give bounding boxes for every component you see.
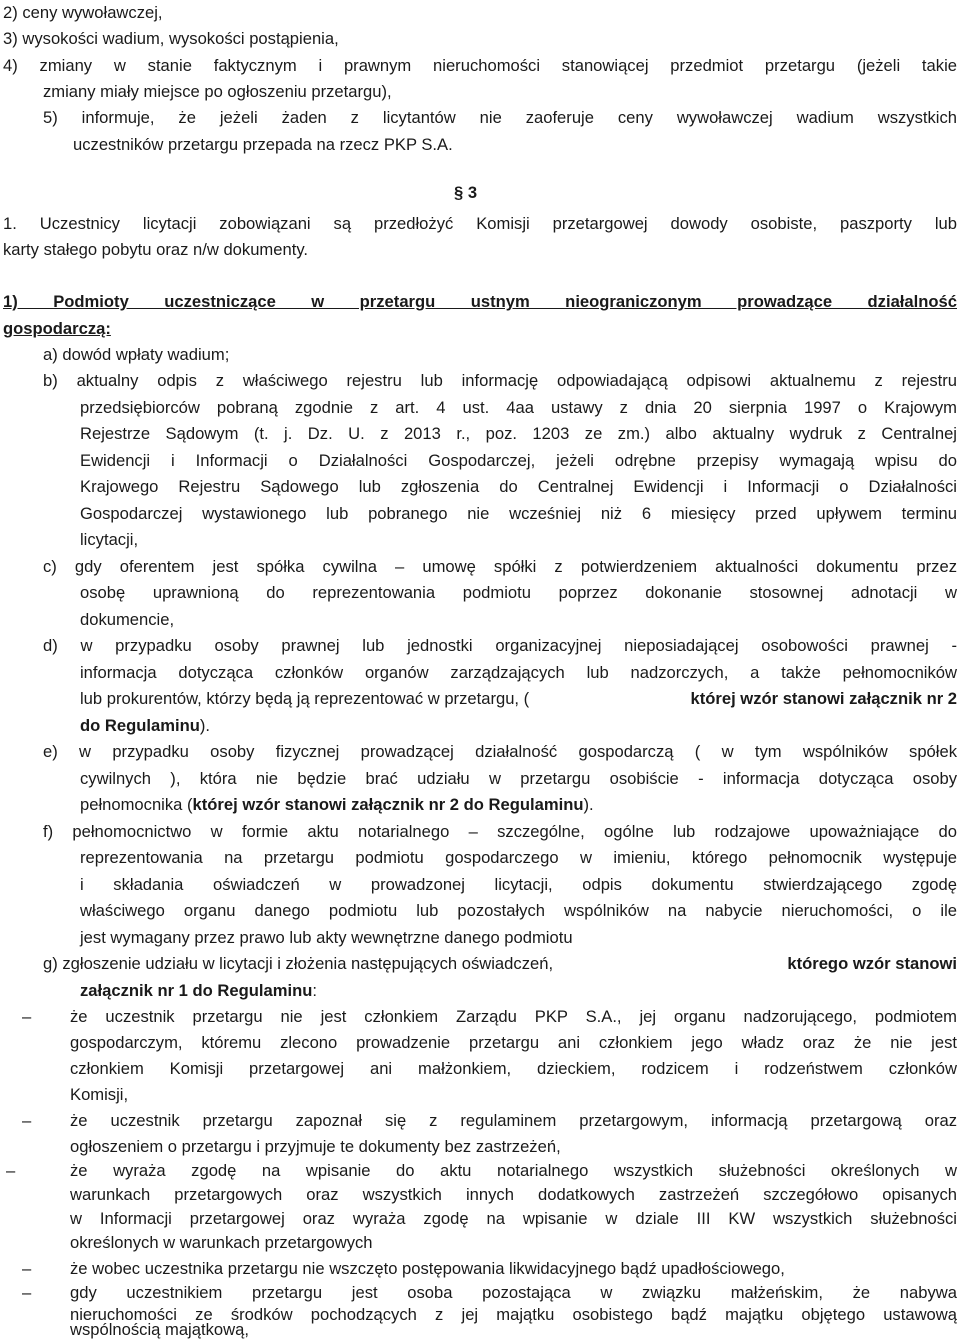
dash-item-2-line-2: ogłoszeniem o przetargu i przyjmuje te dokumenty bez zastrzeżeń,	[70, 1137, 561, 1156]
item-f-line-3: i składania oświadczeń w prowadzonej licytacji, odpis dokumentu stwierdzającego zgodę	[80, 875, 957, 894]
intro-item-3: 3) wysokości wadium, wysokości postąpienia,	[3, 29, 339, 48]
dash-item-2-line-1: że uczestnik przetargu zapoznał się z regulaminem przetargowym, informacją przetargową oraz	[70, 1111, 957, 1130]
section-symbol: §	[454, 183, 464, 202]
dash-bullet-4: –	[22, 1259, 32, 1278]
item-b-line-3: Rejestrze Sądowym (t. j. Dz. U. z 2013 r., poz. 1203 ze zm.) albo aktualny wydruk z Centralnej	[80, 424, 957, 443]
para1-line-1: 1. Uczestnicy licytacji zobowiązani są przedłożyć Komisji przetargowej dowody osobiste, paszporty lub	[3, 214, 957, 233]
dash-bullet-3: –	[6, 1161, 16, 1180]
dash-bullet-1: –	[22, 1007, 32, 1026]
item-c-line-2: osobę uprawnioną do reprezentowania podmiotu poprzez dokonanie stosownej adnotacji w	[80, 583, 957, 602]
item-b-line-5: Krajowego Rejestru Sądowego lub zgłoszenia do Centralnej Ewidencji i Informacji o Działalności	[80, 477, 957, 496]
dash-bullet-2: –	[22, 1111, 32, 1130]
dash-item-1-line-4: Komisji,	[70, 1085, 129, 1104]
dash-item-4-line-1: że wobec uczestnika przetargu nie wszczęto postępowania likwidacyjnego bądź upadłościowego,	[70, 1259, 785, 1278]
dash-bullet-5: –	[22, 1283, 32, 1302]
item-g-line-2	[80, 980, 317, 1002]
item-e-line-3	[80, 794, 594, 816]
item-g-line-1-bold: którego wzór stanowi	[787, 954, 957, 973]
item-g-line-1	[43, 953, 957, 975]
dash-item-5-line-3: wspólnością majątkową,	[70, 1320, 249, 1339]
item-a: a) dowód wpłaty wadium;	[43, 345, 230, 364]
item-d-line-2: informacja dotycząca członków organów zarządzających lub nadzorczych, a także pełnomocników	[80, 663, 957, 682]
item-f-line-1: f) pełnomocnictwo w formie aktu notarialnego – szczególne, ogólne lub rodzajowe upoważniające do	[43, 822, 957, 841]
item-e-line-3-end: ).	[583, 795, 594, 814]
dash-item-3-line-4: określonych w warunkach przetargowych	[70, 1233, 373, 1252]
item-d-line-1: d) w przypadku osoby prawnej lub jednostki organizacyjnej nieposiadającej osobowości prawnej -	[43, 636, 957, 655]
intro-item-5: 5) informuje, że jeżeli żaden z licytantów nie zaoferuje ceny wywoławczej wadium wszystkich	[43, 108, 957, 127]
item-d-line-4-end: ).	[199, 716, 210, 735]
item-c-line-3: dokumencie,	[80, 610, 175, 629]
dash-item-5-line-2: nieruchomości ze środków pochodzących z jej majątku osobistego bądź majątku objętego ustawową	[70, 1305, 957, 1324]
dash-item-3-line-1: że wyraża zgodę na wpisanie do aktu notarialnego wszystkich służebności określonych w	[70, 1161, 957, 1180]
dash-item-5-line-1: gdy uczestnikiem przetargu jest osoba pozostająca w związku małżeńskim, że nabywa	[70, 1283, 957, 1302]
section-heading	[454, 182, 477, 204]
item-b-line-7: licytacji,	[80, 530, 139, 549]
item-d-line-4	[80, 715, 210, 737]
item-e-line-3-bold: której wzór stanowi załącznik nr 2 do Regulaminu	[192, 795, 584, 814]
item-f-line-5: jest wymagany przez prawo lub akty wewnętrzne danego podmiotu	[80, 928, 573, 947]
item-d-line-3	[80, 688, 957, 710]
item-d-line-3-bold: której wzór stanowi załącznik nr 2	[690, 689, 957, 708]
dash-item-3-line-3: w Informacji przetargowej oraz wyraża zgodę na wpisanie w dziale III KW wszystkich służebności	[70, 1209, 957, 1228]
para1-line-2: karty stałego pobytu oraz n/w dokumenty.	[3, 240, 308, 259]
item-f-line-4: właściwego organu danego podmiotu lub pozostałych wspólników na nabycie nieruchomości, o ile	[80, 901, 957, 920]
dash-item-3-line-2: warunkach przetargowych oraz wszystkich innych dodatkowych zastrzeżeń szczegółowo opisanych	[70, 1185, 957, 1204]
dash-item-1-line-3: członkiem Komisji przetargowej ani małżonkiem, dzieckiem, rodzicem i rodzeństwem członków	[70, 1059, 957, 1078]
intro-item-4: 4) zmiany w stanie faktycznym i prawnym nieruchomości stanowiącej przedmiot przetargu (jeżeli takie	[3, 56, 957, 75]
item-b-line-4: Ewidencji i Informacji o Działalności Gospodarczej, jeżeli odrębne przepisy wymagają wpisu do	[80, 451, 957, 470]
item-c-line-1: c) gdy oferentem jest spółka cywilna – umowę spółki z potwierdzeniem aktualności dokumentu przez	[43, 557, 957, 576]
item-b-line-2: przedsiębiorców pobraną zgodnie z art. 4 ust. 4aa ustawy z dnia 20 sierpnia 1997 o Krajowym	[80, 398, 957, 417]
item-e-line-3-text: pełnomocnika (	[80, 795, 193, 814]
item-b-line-6: Gospodarczej wystawionego lub pobranego nie wcześniej niż 6 miesięcy przed upływem terminu	[80, 504, 957, 523]
item-g-line-2-end: :	[312, 981, 317, 1000]
item-d-line-4-bold: do Regulaminu	[80, 716, 200, 735]
item-f-line-2: reprezentowania na przetargu podmiotu gospodarczego w imieniu, którego pełnomocnik występuje	[80, 848, 957, 867]
intro-item-4-cont: zmiany miały miejsce po ogłoszeniu przetargu),	[43, 82, 392, 101]
sub1-heading: 1) Podmioty uczestniczące w przetargu ustnym nieograniczonym prowadzące działalność	[3, 292, 957, 311]
item-e-line-1: e) w przypadku osoby fizycznej prowadzącej działalność gospodarczą ( w tym wspólników spółek	[43, 742, 957, 761]
item-d-line-3-text: lub prokurentów, którzy będą ją reprezentować w przetargu, (	[80, 689, 530, 708]
intro-item-5-cont: uczestników przetargu przepada na rzecz PKP S.A.	[73, 135, 453, 154]
item-g-line-2-bold: załącznik nr 1 do Regulaminu	[80, 981, 313, 1000]
dash-item-1-line-2: gospodarczym, któremu zlecono prowadzenie przetargu ani członkiem jego władz oraz że nie jest	[70, 1033, 957, 1052]
dash-item-1-line-1: że uczestnik przetargu nie jest członkiem Zarządu PKP S.A., jej organu nadzorującego, podmiotem	[70, 1007, 957, 1026]
intro-item-2: 2) ceny wywoławczej,	[3, 3, 163, 22]
section-number: 3	[467, 183, 478, 202]
sub1-heading-cont: gospodarczą:	[3, 319, 111, 338]
item-e-line-2: cywilnych ), która nie będzie brać udziału w przetargu osobiście - informacja dotycząca osoby	[80, 769, 957, 788]
item-b-line-1: b) aktualny odpis z właściwego rejestru lub informację odpowiadającą odpisowi aktualnemu z rejestru	[43, 371, 957, 390]
item-g-line-1-text: g) zgłoszenie udziału w licytacji i złożenia następujących oświadczeń,	[43, 954, 554, 973]
